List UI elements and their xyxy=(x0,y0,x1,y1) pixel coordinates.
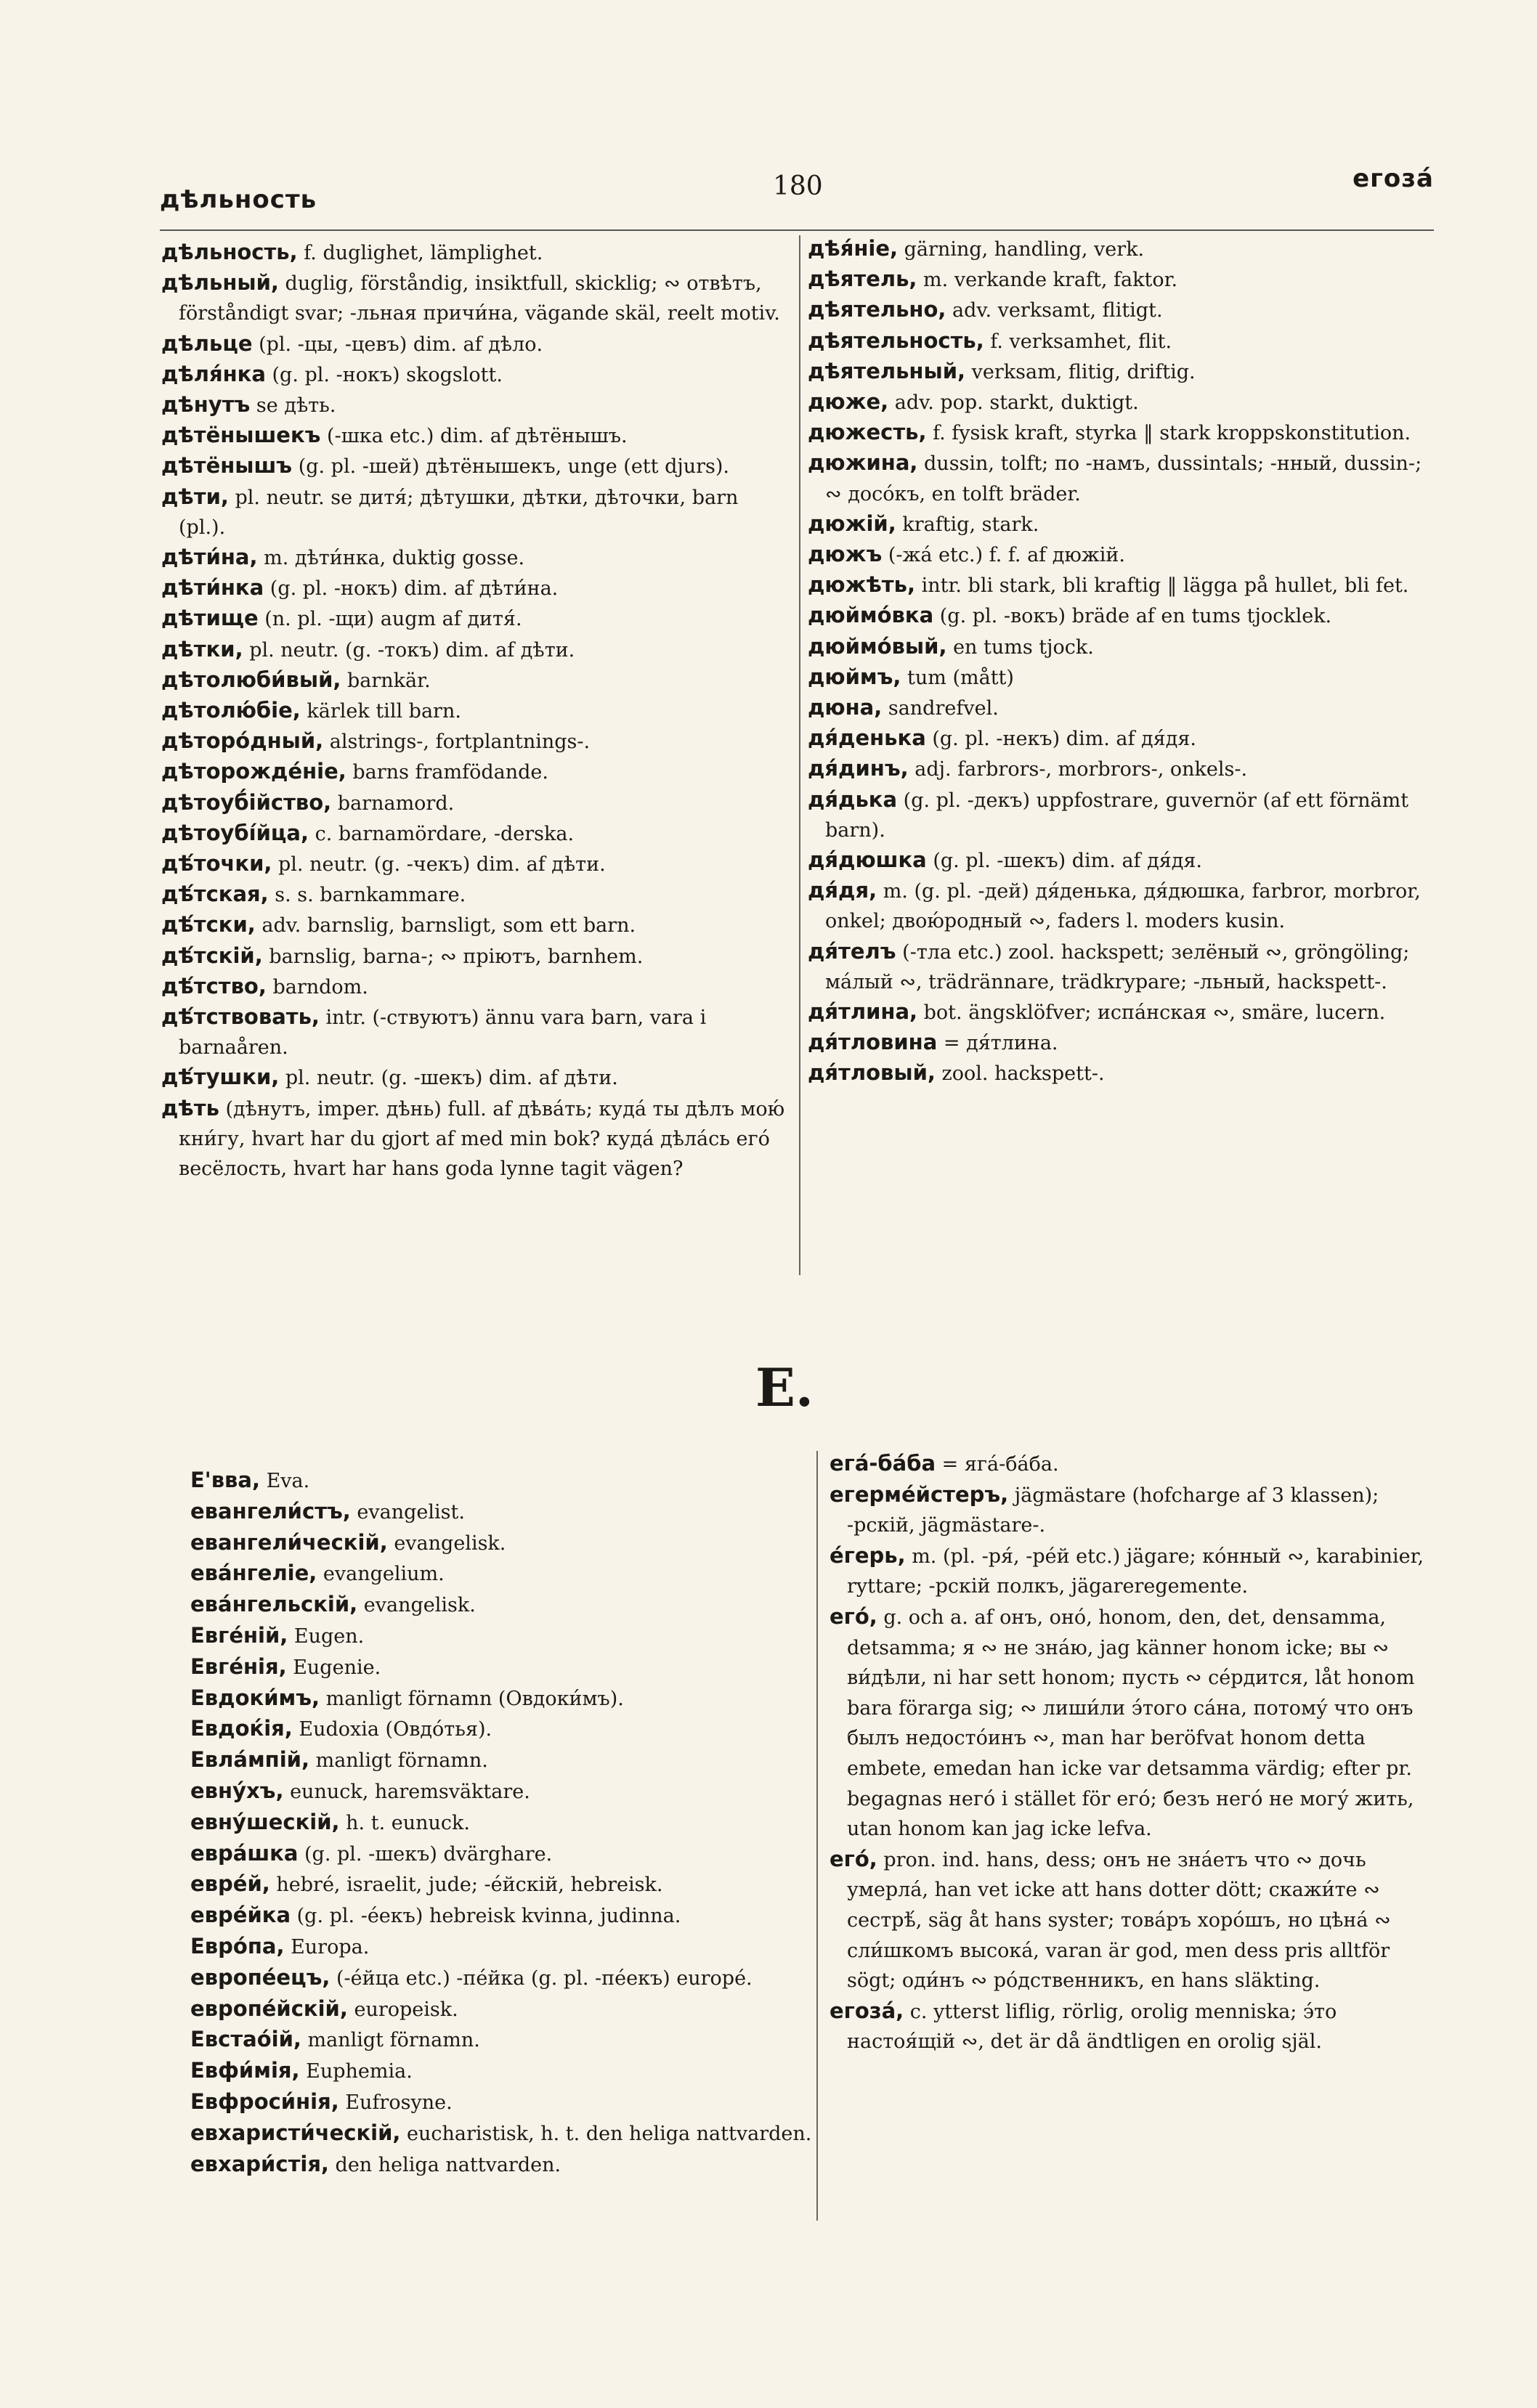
dictionary-entry xyxy=(808,357,1432,387)
dictionary-entry xyxy=(161,237,786,268)
entry-definition: manligt förnamn (Овдоки́мъ). xyxy=(325,1687,624,1710)
dictionary-entry xyxy=(161,390,786,420)
dictionary-entry xyxy=(161,420,786,451)
header-rule xyxy=(160,229,1434,231)
entry-definition: gärning, handling, verk. xyxy=(904,238,1145,261)
dictionary-entry xyxy=(161,941,786,972)
entry-headword: дюймо́вка xyxy=(808,603,934,628)
entry-definition: verksam, flitig, driftig. xyxy=(971,360,1196,383)
entry-headword: Евро́па, xyxy=(190,1933,285,1958)
entry-definition: (pl. -цы, -цевъ) dim. af дѣло. xyxy=(259,333,543,356)
entry-definition: Eugenie. xyxy=(293,1656,381,1679)
entry-definition: bot. ängsklöfver; испа́нская ∾, smäre, lucern. xyxy=(923,1001,1386,1025)
entry-headword: Евфроси́нія, xyxy=(190,2088,339,2114)
entry-definition: g. och a. af онъ, оно́, honom, den, det, densamma, detsamma; я ∾ не зна́ю, jag känner honom icke; вы ∾ ви́дѣли, ni har sett honom; пусть ∾ се́рдится, låt honom bara förarga sig; ∾ лиши́ли э́того са́на, потому́ что онъ былъ недосто́инъ ∾, man har beröfvat honom detta embete, emedan han icke var detsamma värdig; efter pr. begagnas него́ i stället för его́; безъ него́ не могу́ жить, utan honom kan jag icke lefva. xyxy=(847,1606,1415,1841)
entry-definition: barnkär. xyxy=(347,669,431,692)
entry-definition: = дя́тлина. xyxy=(943,1032,1058,1055)
entry-definition: barndom. xyxy=(272,975,368,998)
entry-headword: дюже, xyxy=(808,389,889,415)
entry-headword: дѣть xyxy=(161,1095,219,1120)
dictionary-entry xyxy=(190,1807,814,1839)
entry-headword: дѣ́тски, xyxy=(161,912,256,937)
dictionary-entry xyxy=(190,2087,814,2118)
entry-definition: kraftig, stark. xyxy=(902,513,1039,536)
entry-definition: pl. neutr. se дитя́; дѣтушки, дѣтки, дѣточки, barn (pl.). xyxy=(179,486,739,539)
entry-definition: Europa. xyxy=(291,1935,370,1958)
entry-definition: Eugen. xyxy=(293,1624,365,1648)
dictionary-entry xyxy=(190,1963,814,1994)
dictionary-entry xyxy=(808,785,1432,845)
entry-headword: дѣльце xyxy=(161,330,253,356)
entry-headword: ева́нгеліе, xyxy=(190,1561,317,1586)
dictionary-entry xyxy=(190,1652,814,1683)
dictionary-entry xyxy=(808,632,1432,662)
entry-headword: дя́телъ xyxy=(808,938,896,964)
entry-headword: дѣтолюби́вый, xyxy=(161,667,341,692)
entry-headword: евангели́ческій, xyxy=(190,1529,388,1555)
entry-definition: intr. bli stark, bli kraftig ‖ lägga på hullet, bli fet. xyxy=(921,574,1409,598)
running-head-left: дѣльность xyxy=(160,185,317,214)
entry-definition: pl. neutr. (g. -токъ) dim. af дѣти. xyxy=(249,638,575,662)
entry-headword: дя́дюшка xyxy=(808,847,927,873)
dictionary-entry xyxy=(161,268,786,328)
dictionary-entry xyxy=(808,723,1432,754)
dictionary-entry xyxy=(808,295,1432,325)
entry-headword: дѣнутъ xyxy=(161,392,251,418)
running-head-right: егоза́ xyxy=(1353,164,1434,193)
entry-headword: дѣ́тствовать, xyxy=(161,1004,320,1030)
entry-definition: eunuck, haremsväktare. xyxy=(290,1780,530,1803)
entry-definition: se дѣть. xyxy=(256,394,336,418)
entry-headword: Евстао́ій, xyxy=(190,2027,301,2052)
entry-headword: его́, xyxy=(830,1846,877,1871)
column-divider-top xyxy=(799,235,800,1275)
dictionary-entry xyxy=(161,910,786,940)
entry-definition: en tums tjock. xyxy=(953,635,1094,659)
dictionary-entry xyxy=(161,972,786,1002)
entry-headword: дѣля́нка xyxy=(161,361,266,386)
entry-definition: c. ytterst liflig, rörlig, orolig menniska; э́то настоя́щій ∾, det är då ändtligen en orolig själ. xyxy=(847,2000,1337,2054)
dictionary-entry xyxy=(190,2118,814,2149)
entry-definition: Eufrosyne. xyxy=(345,2091,453,2114)
entry-definition: (-шка etc.) dim. af дѣтёнышъ. xyxy=(327,425,628,448)
entry-definition: barnslig, barna-; ∾ пріютъ, barnhem. xyxy=(269,945,644,968)
entry-definition: (-жа́ etc.) f. f. af дюжій. xyxy=(888,544,1125,567)
entry-definition: tum (mått) xyxy=(907,666,1014,689)
dictionary-entry xyxy=(808,264,1432,295)
entry-headword: Евфи́мія, xyxy=(190,2058,300,2083)
entry-headword: егерме́йстеръ, xyxy=(830,1481,1009,1507)
entry-definition: m. (pl. -ря́, -ре́й etc.) jägare; ко́нный ∾, karabinier, ryttare; -рскій полкъ, jägareregemente. xyxy=(847,1545,1424,1598)
dictionary-entry xyxy=(808,845,1432,876)
entry-headword: дя́дя, xyxy=(808,878,877,903)
entry-headword: европе́ецъ, xyxy=(190,1964,330,1990)
entry-definition: m. (g. pl. -дей) дя́денька, дя́дюшка, farbror, morbror, onkel; двою́родный ∾, faders l. moders kusin. xyxy=(825,880,1421,933)
entry-headword: евангели́стъ, xyxy=(190,1498,351,1524)
dictionary-entry xyxy=(190,1558,814,1590)
entry-definition: f. duglighet, lämplighet. xyxy=(304,242,543,264)
entry-definition: hebré, israelit, jude; -е́йскій, hebreisk. xyxy=(276,1874,663,1897)
dictionary-entry xyxy=(808,387,1432,418)
entry-headword: евну́шескій, xyxy=(190,1809,340,1834)
dictionary-entry xyxy=(161,849,786,879)
dictionary-entry xyxy=(161,1094,786,1184)
entry-headword: дѣтёнышекъ xyxy=(161,423,321,448)
entry-headword: дюжій, xyxy=(808,511,896,536)
dictionary-entry xyxy=(161,1002,786,1062)
entry-headword: дѣти́нка xyxy=(161,575,264,601)
entry-headword: дѣятель, xyxy=(808,267,917,292)
entry-headword: дя́денька xyxy=(808,725,926,751)
dictionary-entry xyxy=(161,329,786,359)
entry-headword: евхаристи́ческій, xyxy=(190,2120,401,2145)
dictionary-entry xyxy=(161,1062,786,1093)
entry-headword: дѣти, xyxy=(161,484,229,509)
dictionary-entry xyxy=(190,1994,814,2025)
dictionary-entry xyxy=(190,1497,814,1528)
dictionary-entry xyxy=(808,418,1432,448)
dictionary-entry xyxy=(161,818,786,849)
entry-definition: adj. farbrors-, morbrors-, onkels-. xyxy=(915,758,1248,781)
entry-headword: дѣ́тушки, xyxy=(161,1065,280,1090)
entry-definition: den heliga nattvarden. xyxy=(335,2153,561,2176)
entry-headword: дюймо́вый, xyxy=(808,633,947,659)
entry-headword: ега́-ба́ба xyxy=(830,1451,936,1476)
entry-definition: duglig, förståndig, insiktfull, skicklig; ∾ отвѣтъ, förståndigt svar; -льная причи́на, vägande skäl, reelt motiv. xyxy=(179,272,780,325)
dictionary-entry xyxy=(190,1900,814,1932)
entry-headword: евре́йка xyxy=(190,1903,291,1928)
entry-headword: дѣ́тская, xyxy=(161,882,269,907)
entry-definition: Euphemia. xyxy=(306,2060,413,2083)
entry-definition: pron. ind. hans, dess; онъ не зна́етъ что ∾ дочь умерла́, han vet icke att hans dotter dött; скажи́те ∾ сестрѣ́, säg åt hans syster; това́ръ хоро́шъ, но цѣна́ ∾ сли́шкомъ высока́, varan är god, men dess pris alltför sögt; оди́нъ ∾ ро́дственникъ, en hans släkting. xyxy=(847,1848,1391,1993)
dictionary-entry xyxy=(161,542,786,573)
entry-headword: Евдоки́мъ, xyxy=(190,1685,320,1710)
dictionary-entry xyxy=(161,757,786,787)
entry-definition: (g. pl. -е́екъ) hebreisk kvinna, judinna. xyxy=(296,1905,681,1928)
dictionary-entry xyxy=(830,1480,1434,1541)
entry-headword: евхари́стія, xyxy=(190,2151,329,2176)
entry-definition: (g. pl. -нокъ) dim. af дѣти́на. xyxy=(269,577,559,601)
dictionary-entry xyxy=(190,1839,814,1870)
dictionary-entry xyxy=(161,879,786,910)
entry-definition: (g. pl. -шекъ) dvärghare. xyxy=(304,1842,553,1866)
entry-definition: (g. pl. -вокъ) bräde af en tums tjocklek. xyxy=(939,605,1332,628)
dictionary-entry xyxy=(830,1844,1434,1996)
dictionary-entry xyxy=(190,1683,814,1715)
entry-definition: adv. pop. starkt, duktigt. xyxy=(894,391,1139,415)
dictionary-entry xyxy=(161,788,786,818)
entry-headword: Евге́ній, xyxy=(190,1622,288,1648)
entry-headword: Евге́нія, xyxy=(190,1654,287,1679)
dictionary-entry xyxy=(808,937,1432,997)
entry-definition: manligt förnamn. xyxy=(315,1749,488,1773)
dictionary-entry xyxy=(808,754,1432,784)
entry-definition: c. barnamördare, -derska. xyxy=(315,822,575,845)
entry-headword: дѣя́ніе, xyxy=(808,236,899,261)
entry-definition: (g. pl. -шекъ) dim. af дя́дя. xyxy=(933,850,1203,873)
entry-headword: дюжина, xyxy=(808,450,918,476)
dictionary-entry xyxy=(161,635,786,665)
dictionary-entry xyxy=(808,234,1432,264)
entry-definition: (-е́йца etc.) -пе́йка (g. pl. -пе́екъ) europé. xyxy=(336,1966,753,1990)
entry-headword: дѣтоубі́йца, xyxy=(161,820,309,845)
dictionary-entry xyxy=(190,1590,814,1621)
dictionary-entry xyxy=(161,603,786,634)
entry-definition: evangelist. xyxy=(357,1500,465,1524)
dictionary-entry xyxy=(190,1621,814,1652)
entry-headword: дѣятельно, xyxy=(808,297,946,322)
dictionary-entry xyxy=(190,2056,814,2087)
dictionary-entry xyxy=(190,1745,814,1776)
entry-headword: дя́динъ, xyxy=(808,756,909,781)
dictionary-entry xyxy=(808,540,1432,570)
dictionary-entry xyxy=(808,1058,1432,1089)
entry-definition: f. fysisk kraft, styrka ‖ stark kroppskonstitution. xyxy=(933,422,1411,445)
entry-headword: дѣльный, xyxy=(161,270,279,296)
section-letter: Е. xyxy=(755,1356,814,1418)
entry-headword: е́герь, xyxy=(830,1542,906,1568)
column-top-left xyxy=(161,237,786,1184)
entry-headword: дюжесть, xyxy=(808,420,927,445)
dictionary-entry xyxy=(808,448,1432,508)
entry-definition: barnamord. xyxy=(337,792,455,815)
column-divider-bottom xyxy=(816,1451,818,2221)
entry-definition: pl. neutr. (g. -чекъ) dim. af дѣти. xyxy=(278,853,606,876)
dictionary-entry xyxy=(808,997,1432,1028)
entry-headword: ева́нгельскій, xyxy=(190,1592,358,1617)
entry-definition: evangelisk. xyxy=(394,1532,506,1555)
entry-headword: дѣтёнышъ xyxy=(161,453,293,479)
entry-definition: Eudoxia (Овдо́тья). xyxy=(299,1718,492,1741)
entry-definition: jägmästare (hofcharge af 3 klassen); -рскій, jägmästare-. xyxy=(847,1484,1379,1537)
entry-definition: alstrings-, fortplantnings-. xyxy=(329,731,591,754)
entry-definition: f. verksamhet, flit. xyxy=(990,330,1172,353)
entry-definition: (-тла etc.) zool. hackspett; зелёный ∾, gröngöling; ма́лый ∾, trädrännare, trädkrypare; -льный, hackspett-. xyxy=(825,940,1410,993)
entry-headword: Е'вва, xyxy=(190,1468,260,1492)
entry-headword: дѣторожде́ніе, xyxy=(161,759,346,784)
page-number: 180 xyxy=(773,171,823,201)
entry-headword: егоза́, xyxy=(830,1998,904,2023)
dictionary-entry xyxy=(830,1996,1434,2057)
entry-headword: дѣтище xyxy=(161,606,259,631)
dictionary-entry xyxy=(808,662,1432,693)
entry-headword: дѣти́на, xyxy=(161,545,258,570)
entry-headword: дѣторо́дный, xyxy=(161,728,324,754)
dictionary-entry xyxy=(161,665,786,696)
entry-definition: dussin, tolft; по -намъ, dussintals; -нный, dussin-; ∾ досо́къ, en tolft bräder. xyxy=(825,452,1422,505)
column-top-right xyxy=(808,234,1432,1089)
dictionary-entry xyxy=(161,482,786,542)
entry-headword: дя́тловый, xyxy=(808,1060,936,1086)
dictionary-entry xyxy=(830,1449,1434,1480)
entry-headword: дѣятельность, xyxy=(808,328,984,353)
dictionary-entry xyxy=(161,726,786,757)
entry-definition: h. t. eunuck. xyxy=(346,1811,470,1834)
entry-headword: дѣльность, xyxy=(161,240,298,264)
dictionary-entry xyxy=(190,1714,814,1745)
entry-definition: sandrefvel. xyxy=(888,697,999,720)
entry-definition: intr. (-ствуютъ) ännu vara barn, vara i barnaåren. xyxy=(179,1006,707,1059)
entry-headword: его́, xyxy=(830,1603,877,1629)
entry-definition: zool. hackspett-. xyxy=(941,1062,1105,1086)
entry-definition: m. verkande kraft, faktor. xyxy=(923,269,1178,292)
dictionary-entry xyxy=(830,1541,1434,1602)
entry-definition: (g. pl. -шей) дѣтёнышекъ, unge (ett djurs). xyxy=(298,455,730,479)
entry-definition: (n. pl. -щи) augm af дитя́. xyxy=(264,608,522,631)
entry-headword: дя́тловина xyxy=(808,1030,938,1055)
entry-definition: = яга́-ба́ба. xyxy=(941,1453,1059,1476)
entry-headword: дѣ́точки, xyxy=(161,851,272,876)
entry-definition: europeisk. xyxy=(354,1998,458,2021)
dictionary-entry xyxy=(190,1776,814,1807)
entry-headword: дѣятельный, xyxy=(808,358,966,383)
dictionary-entry xyxy=(190,1528,814,1559)
entry-headword: дѣтолю́біе, xyxy=(161,698,301,723)
dictionary-entry xyxy=(808,693,1432,723)
entry-headword: дѣтки, xyxy=(161,636,243,662)
entry-headword: дюймъ, xyxy=(808,664,901,689)
entry-headword: Евдоќія, xyxy=(190,1716,293,1741)
entry-headword: дюжѣть, xyxy=(808,572,915,598)
entry-definition: evangelium. xyxy=(323,1563,445,1586)
entry-headword: дѣтоуб́ійство, xyxy=(161,789,332,815)
entry-definition: (g. pl. -декъ) uppfostrare, guvernör (af ett förnämt barn). xyxy=(825,789,1409,842)
dictionary-entry xyxy=(808,601,1432,631)
entry-definition: (g. pl. -нокъ) skogslott. xyxy=(272,363,503,386)
entry-headword: дюна, xyxy=(808,695,883,720)
entry-headword: Евла́мпій, xyxy=(190,1747,309,1773)
dictionary-entry xyxy=(190,1465,814,1497)
entry-headword: дѣ́тскій, xyxy=(161,943,263,968)
dictionary-entry xyxy=(161,696,786,726)
entry-definition: s. s. barnkammare. xyxy=(275,884,466,907)
entry-headword: евра́шка xyxy=(190,1840,299,1866)
entry-headword: евре́й, xyxy=(190,1871,270,1897)
entry-definition: m. дѣти́нка, duktig gosse. xyxy=(264,547,525,570)
entry-headword: дя́дька xyxy=(808,786,898,812)
entry-definition: Eva. xyxy=(266,1470,310,1492)
dictionary-entry xyxy=(808,509,1432,540)
dictionary-entry xyxy=(190,1869,814,1900)
entry-definition: adv. verksamt, flitigt. xyxy=(952,299,1163,322)
entry-definition: kärlek till barn. xyxy=(307,700,461,723)
column-bottom-left xyxy=(190,1465,814,2180)
dictionary-entry xyxy=(808,570,1432,601)
entry-definition: manligt förnamn. xyxy=(307,2029,480,2052)
dictionary-entry xyxy=(190,1932,814,1963)
entry-headword: европе́йскій, xyxy=(190,1996,348,2021)
entry-headword: евну́хъ, xyxy=(190,1778,284,1803)
entry-definition: eucharistisk, h. t. den heliga nattvarden. xyxy=(407,2122,812,2145)
entry-definition: barns framfödande. xyxy=(352,761,548,784)
entry-headword: дя́тлина, xyxy=(808,999,918,1025)
entry-headword: дюжъ xyxy=(808,542,883,567)
dictionary-entry xyxy=(161,451,786,481)
dictionary-entry xyxy=(190,2025,814,2056)
entry-definition: pl. neutr. (g. -шекъ) dim. af дѣти. xyxy=(285,1067,618,1090)
dictionary-entry xyxy=(830,1602,1434,1844)
entry-headword: дѣ́тство, xyxy=(161,973,267,998)
dictionary-entry xyxy=(808,876,1432,936)
column-bottom-right xyxy=(830,1449,1434,2057)
dictionary-entry xyxy=(161,573,786,603)
dictionary-entry xyxy=(161,359,786,390)
dictionary-entry xyxy=(808,1028,1432,1058)
entry-definition: (g. pl. -некъ) dim. af дя́дя. xyxy=(932,728,1196,751)
entry-definition: adv. barnslig, barnsligt, som ett barn. xyxy=(261,914,636,937)
entry-definition: (дѣнутъ, imper. дѣнь) full. af дѣва́ть; куда́ ты дѣлъ мою́ кни́гу, hvart har du gjort af med min bok? куда́ дѣла́сь его́ весёлость, hvart har hans goda lynne tagit vägen? xyxy=(179,1097,785,1181)
entry-definition: evangelisk. xyxy=(363,1594,476,1617)
dictionary-entry xyxy=(808,326,1432,357)
dictionary-entry xyxy=(190,2149,814,2181)
